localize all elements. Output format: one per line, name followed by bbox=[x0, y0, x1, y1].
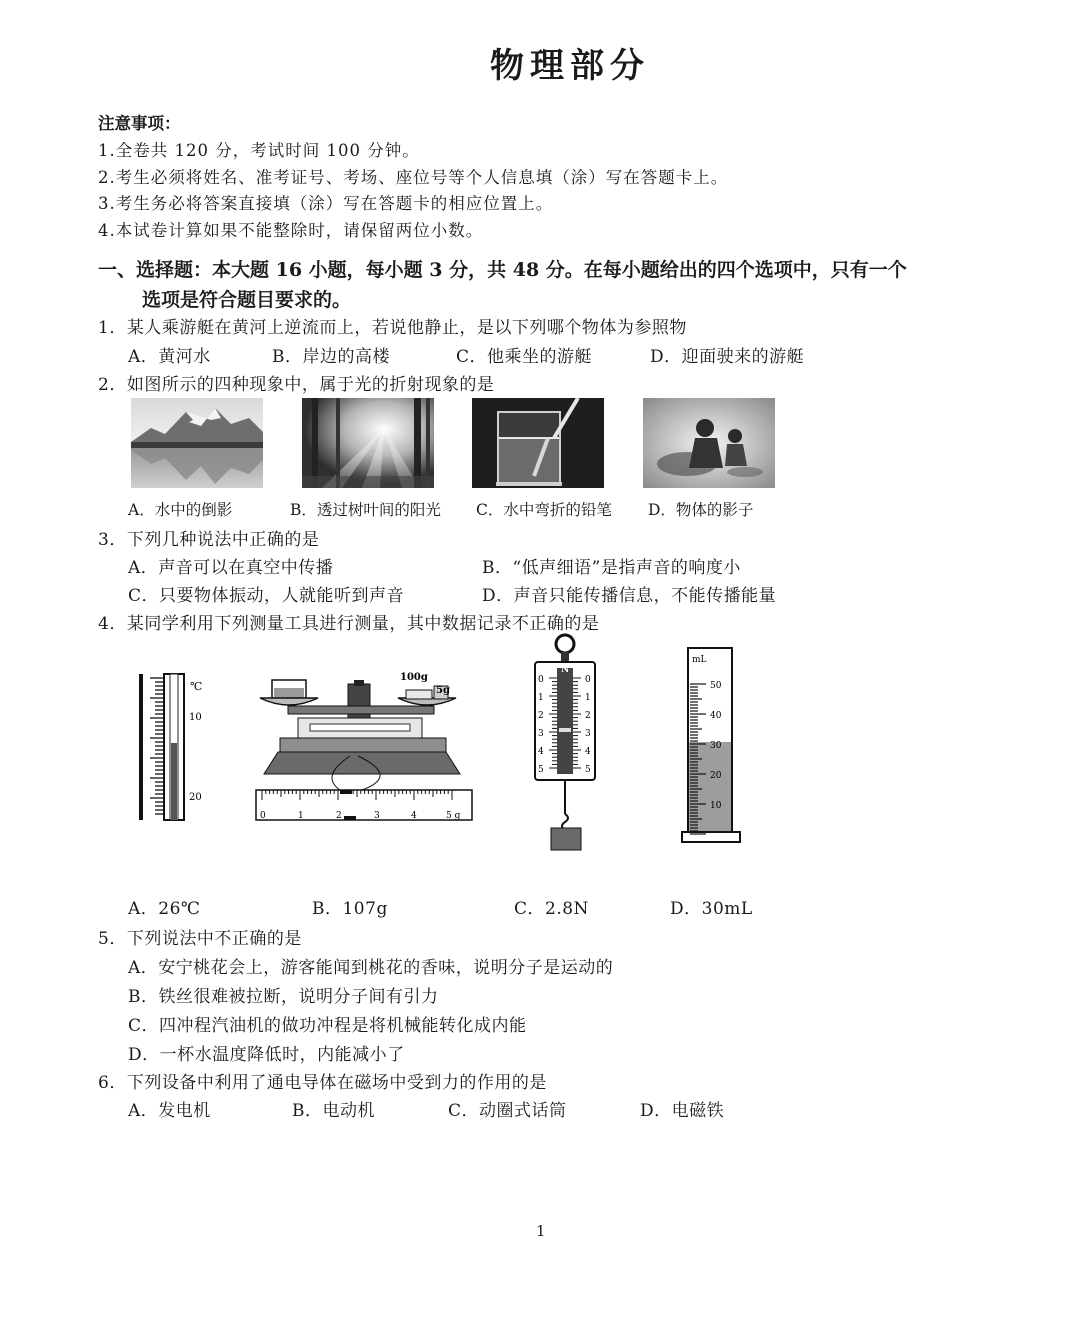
q3-option-a: A．声音可以在真空中传播 bbox=[128, 558, 334, 578]
spring-scale-tick-label: 2 bbox=[538, 711, 544, 721]
spring-scale-tick-label: 3 bbox=[585, 729, 591, 739]
section-heading-line2: 选项是符合题目要求的。 bbox=[142, 289, 352, 311]
sunlight-through-trees-image bbox=[302, 398, 434, 488]
notice-item: 4.本试卷计算如果不能整除时，请保留两位小数。 bbox=[98, 221, 484, 240]
spring-scale-tick-label: 5 bbox=[585, 765, 591, 775]
question-6-stem: 6．下列设备中利用了通电导体在磁场中受到力的作用的是 bbox=[98, 1073, 547, 1093]
q2-option-b: B．透过树叶间的阳光 bbox=[290, 501, 441, 519]
balance-scale-label: 1 bbox=[298, 811, 304, 821]
page-title: 物理部分 bbox=[490, 46, 650, 86]
q6-option-c: C．动圈式话筒 bbox=[448, 1101, 567, 1121]
spring-scale-tick-label: 4 bbox=[538, 747, 544, 757]
q4-option-a: A．26℃ bbox=[128, 899, 201, 919]
spring-scale-figure bbox=[525, 632, 605, 854]
notice-item: 1.全卷共 120 分，考试时间 100 分钟。 bbox=[98, 141, 420, 160]
thermometer-figure bbox=[132, 668, 216, 824]
q4-option-d: D．30mL bbox=[670, 899, 753, 919]
q2-option-c: C．水中弯折的铅笔 bbox=[476, 501, 612, 519]
question-1-stem: 1．某人乘游艇在黄河上逆流而上，若说他静止，是以下列哪个物体为参照物 bbox=[98, 318, 687, 338]
q5-option-b: B．铁丝很难被拉断，说明分子间有引力 bbox=[128, 987, 439, 1007]
question-4-stem: 4．某同学利用下列测量工具进行测量，其中数据记录不正确的是 bbox=[98, 614, 600, 634]
spring-scale-tick-label: 5 bbox=[538, 765, 544, 775]
question-3-stem: 3．下列几种说法中正确的是 bbox=[98, 530, 320, 550]
q5-option-a: A．安宁桃花会上，游客能闻到桃花的香味，说明分子是运动的 bbox=[128, 958, 614, 978]
q5-option-c: C．四冲程汽油机的做功冲程是将机械能转化成内能 bbox=[128, 1016, 527, 1036]
spring-scale-tick-label: 1 bbox=[538, 693, 544, 703]
q1-option-d: D．迎面驶来的游艇 bbox=[650, 347, 805, 367]
question-2-stem: 2．如图所示的四种现象中，属于光的折射现象的是 bbox=[98, 375, 495, 395]
spring-scale-tick-label: 0 bbox=[585, 675, 591, 685]
cylinder-tick-label: 50 bbox=[710, 681, 722, 691]
spring-scale-tick-label: 3 bbox=[538, 729, 544, 739]
shadow-image bbox=[643, 398, 775, 488]
section-heading bbox=[98, 255, 907, 315]
q1-option-c: C．他乘坐的游艇 bbox=[456, 347, 593, 367]
mountain-reflection-image bbox=[131, 398, 263, 488]
balance-scale-label: 0 bbox=[260, 811, 266, 821]
cylinder-tick-label: 20 bbox=[710, 771, 722, 781]
thermometer-tick-label: 20 bbox=[189, 792, 202, 803]
q1-option-b: B．岸边的高楼 bbox=[272, 347, 390, 367]
cylinder-tick-label: 10 bbox=[710, 801, 722, 811]
spring-scale-tick-label: 0 bbox=[538, 675, 544, 685]
weight-100g-label: 100g bbox=[400, 672, 428, 683]
page-number: 1 bbox=[536, 1222, 546, 1240]
q2-option-d: D．物体的影子 bbox=[648, 501, 754, 519]
notice-item: 3.考生务必将答案直接填（涂）写在答题卡的相应位置上。 bbox=[98, 194, 554, 213]
q3-option-c: C．只要物体振动，人就能听到声音 bbox=[128, 586, 405, 606]
thermometer-unit-label: ℃ bbox=[190, 680, 203, 693]
q6-option-d: D．电磁铁 bbox=[640, 1101, 725, 1121]
q5-option-d: D．一杯水温度降低时，内能减小了 bbox=[128, 1045, 405, 1065]
notice-item: 2.考生必须将姓名、准考证号、考场、座位号等个人信息填（涂）写在答题卡上。 bbox=[98, 168, 729, 187]
balance-scale-label: 5 g bbox=[446, 811, 461, 821]
cylinder-tick-label: 30 bbox=[710, 741, 722, 751]
cylinder-tick-label: 40 bbox=[710, 711, 722, 721]
spring-scale-unit-label: N bbox=[561, 665, 570, 675]
spring-scale-tick-label: 1 bbox=[585, 693, 591, 703]
bent-pencil-in-water-image bbox=[472, 398, 604, 488]
balance-scale-label: 3 bbox=[374, 811, 380, 821]
q1-option-a: A．黄河水 bbox=[128, 347, 211, 367]
q2-option-a: A．水中的倒影 bbox=[128, 501, 233, 519]
q4-option-c: C．2.8N bbox=[514, 899, 589, 919]
q6-option-a: A．发电机 bbox=[128, 1101, 211, 1121]
graduated-cylinder-figure bbox=[678, 644, 744, 844]
balance-scale-label: 2 bbox=[336, 811, 342, 821]
q4-option-b: B．107g bbox=[312, 899, 388, 919]
thermometer-tick-label: 10 bbox=[189, 712, 202, 723]
q3-option-d: D．声音只能传播信息，不能传播能量 bbox=[482, 586, 777, 606]
q3-option-b: B．“低声细语”是指声音的响度小 bbox=[482, 558, 741, 578]
balance-scale-label: 4 bbox=[411, 811, 417, 821]
spring-scale-tick-label: 2 bbox=[585, 711, 591, 721]
weight-5g-label: 5g bbox=[436, 685, 450, 696]
cylinder-unit-label: mL bbox=[692, 655, 707, 665]
section-heading-line1: 一、选择题：本大题 16 小题，每小题 3 分，共 48 分。在每小题给出的四个选项中，只有一个 bbox=[98, 259, 907, 281]
balance-scale-figure bbox=[250, 666, 476, 826]
question-5-stem: 5．下列说法中不正确的是 bbox=[98, 929, 302, 949]
q6-option-b: B．电动机 bbox=[292, 1101, 375, 1121]
notice-heading: 注意事项： bbox=[98, 114, 181, 133]
spring-scale-tick-label: 4 bbox=[585, 747, 591, 757]
